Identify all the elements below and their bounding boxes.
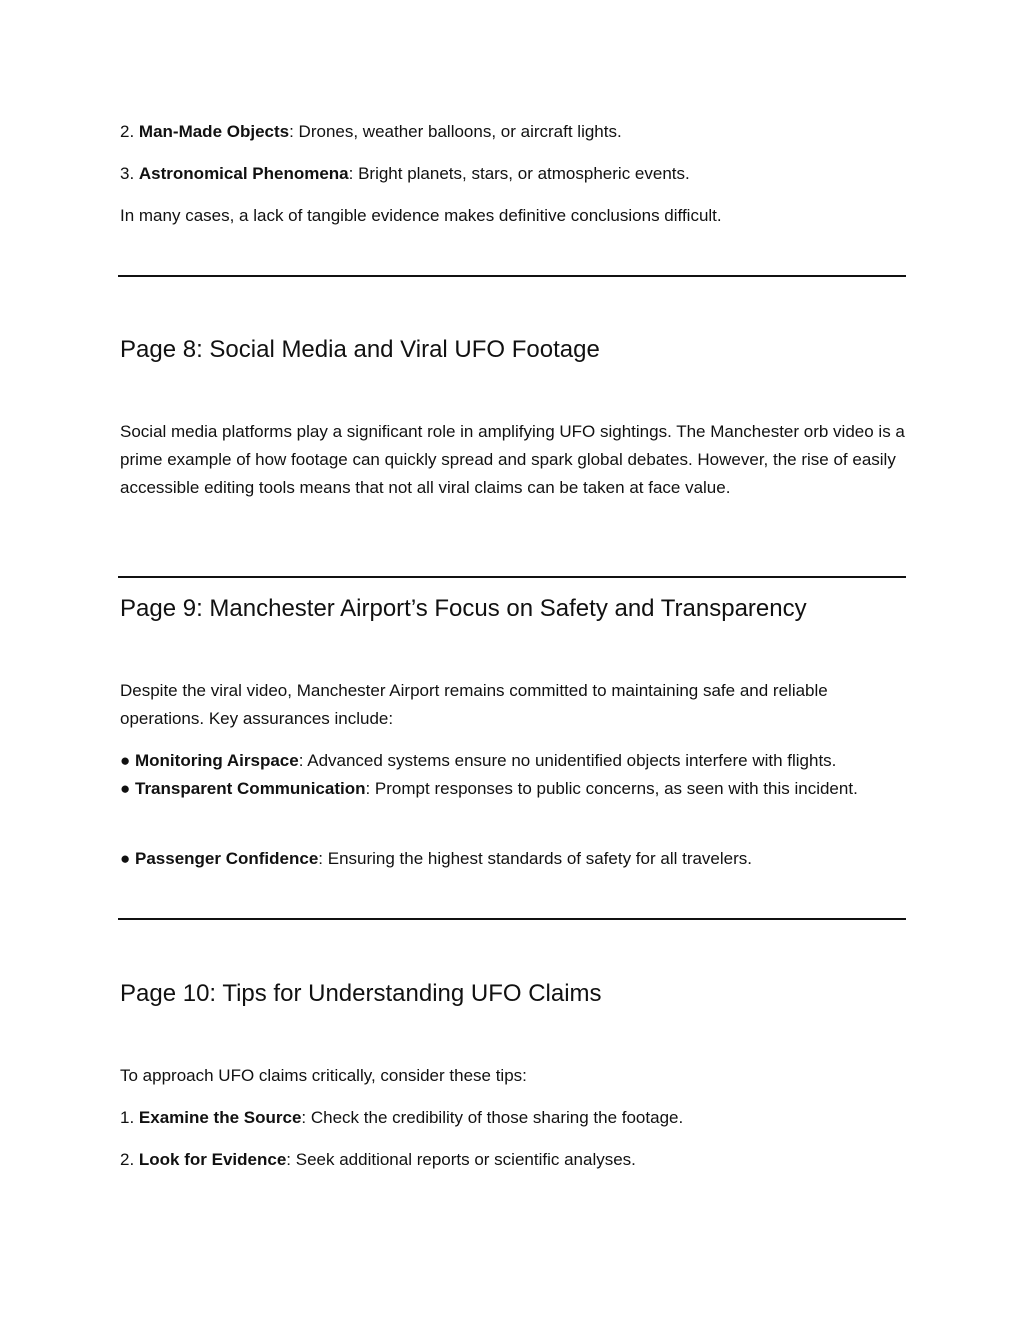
closing-paragraph: In many cases, a lack of tangible evidence makes definitive conclusions difficult.	[120, 206, 722, 225]
bullet-text: : Prompt responses to public concerns, as seen with this incident.	[365, 779, 858, 798]
list-item-term: Astronomical Phenomena	[138, 164, 349, 183]
bullet-item	[120, 845, 905, 873]
section-heading-page-9: Page 9: Manchester Airport’s Focus on Safety and Transparency	[120, 595, 807, 622]
list-item	[120, 118, 905, 146]
list-number: 2.	[120, 122, 139, 141]
bullet-term: Transparent Communication	[135, 779, 366, 798]
section-divider	[118, 275, 906, 277]
list-item	[120, 1146, 905, 1174]
bullet-icon: ●	[120, 849, 135, 868]
section-heading-page-8: Page 8: Social Media and Viral UFO Footage	[120, 336, 600, 363]
list-number: 2.	[120, 1150, 139, 1169]
list-item-term: Look for Evidence	[138, 1150, 287, 1169]
list-item-term: Examine the Source	[138, 1108, 302, 1127]
bullet-text: : Ensuring the highest standards of safety for all travelers.	[318, 849, 753, 868]
section-divider	[118, 576, 906, 578]
bullet-text: : Advanced systems ensure no unidentified objects interfere with flights.	[298, 751, 837, 770]
list-number: 3.	[120, 164, 139, 183]
list-item-text: : Drones, weather balloons, or aircraft lights.	[289, 122, 622, 141]
section-divider	[118, 918, 906, 920]
bullet-icon: ●	[120, 751, 135, 770]
bullet-term: Passenger Confidence	[135, 849, 319, 868]
list-item-term: Man-Made Objects	[138, 122, 290, 141]
list-number: 1.	[120, 1108, 139, 1127]
body-paragraph: Despite the viral video, Manchester Airport remains committed to maintaining safe and reliable operations. Key assurances include:	[120, 681, 828, 728]
bullet-item	[120, 775, 905, 803]
section-heading-page-10: Page 10: Tips for Understanding UFO Claims	[120, 980, 602, 1007]
body-paragraph: Social media platforms play a significant role in amplifying UFO sightings. The Manchester orb video is a prime example of how footage can quickly spread and spark global debates. However, the rise of easily accessible editing tools means that not all viral claims can be taken at face value.	[120, 422, 905, 497]
list-item-text: : Bright planets, stars, or atmospheric events.	[348, 164, 690, 183]
list-item	[120, 160, 905, 188]
bullet-icon: ●	[120, 779, 135, 798]
list-item-text: : Seek additional reports or scientific analyses.	[286, 1150, 636, 1169]
bullet-term: Monitoring Airspace	[135, 751, 299, 770]
body-paragraph: To approach UFO claims critically, consider these tips:	[120, 1066, 527, 1085]
list-item	[120, 1104, 905, 1132]
bullet-item	[120, 747, 905, 775]
list-item-text: : Check the credibility of those sharing the footage.	[301, 1108, 684, 1127]
